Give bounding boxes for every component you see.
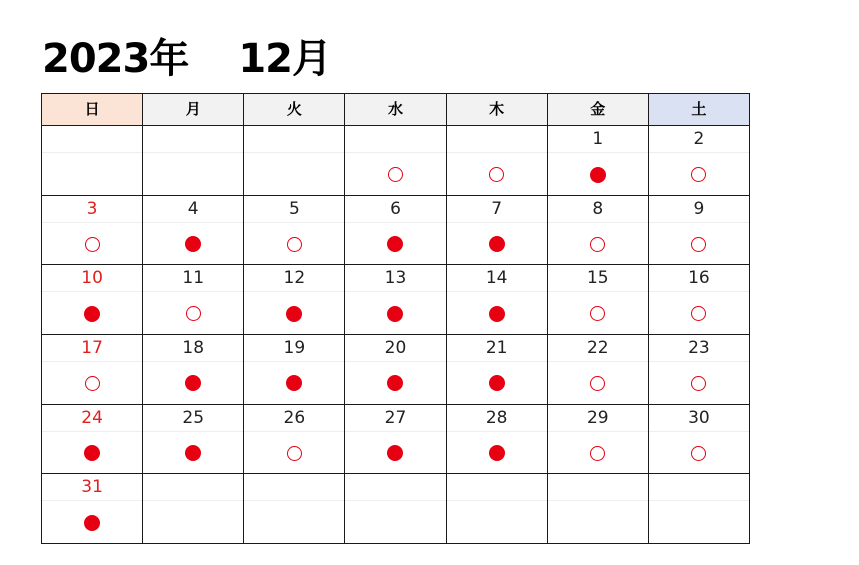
day-number (345, 126, 445, 153)
calendar-day-cell (446, 334, 547, 404)
page-title (42, 24, 331, 84)
calendar-day-cell (648, 126, 749, 196)
day-number (42, 126, 142, 153)
day-number (447, 474, 547, 501)
day-number: 7 (447, 196, 547, 223)
calendar-day-cell (648, 195, 749, 265)
calendar-day-cell (244, 334, 345, 404)
hollow-circle-icon (649, 370, 749, 394)
day-number: 20 (345, 335, 445, 362)
day-number (649, 474, 749, 501)
filled-circle-icon (447, 300, 547, 324)
hollow-circle-icon (42, 370, 142, 394)
calendar-week-row (42, 195, 750, 265)
day-number: 31 (42, 474, 142, 501)
day-number: 27 (345, 405, 445, 432)
day-number: 19 (244, 335, 344, 362)
day-number: 16 (649, 265, 749, 292)
filled-circle-icon (345, 231, 445, 255)
day-number: 1 (548, 126, 648, 153)
day-number: 9 (649, 196, 749, 223)
calendar-body (42, 126, 750, 544)
weekday-tuesday: 火 (244, 94, 345, 126)
filled-circle-icon (345, 370, 445, 394)
calendar-day-cell (244, 404, 345, 474)
day-number (143, 474, 243, 501)
weekday-friday: 金 (547, 94, 648, 126)
weekday-thursday: 木 (446, 94, 547, 126)
day-number: 14 (447, 265, 547, 292)
calendar-day-cell (446, 126, 547, 196)
filled-circle-icon (244, 300, 344, 324)
calendar-day-cell (143, 404, 244, 474)
filled-circle-icon (447, 440, 547, 464)
hollow-circle-icon (649, 231, 749, 255)
day-number (244, 474, 344, 501)
calendar-day-cell (648, 334, 749, 404)
calendar-week-row (42, 334, 750, 404)
calendar-year: 2023年 (42, 36, 189, 82)
calendar-grid (41, 93, 750, 544)
filled-circle-icon (42, 509, 142, 533)
calendar-day-cell (244, 195, 345, 265)
day-number (345, 474, 445, 501)
calendar-day-cell (547, 195, 648, 265)
calendar-day-cell (244, 474, 345, 544)
calendar-day-cell (42, 404, 143, 474)
calendar-month: 12月 (238, 36, 331, 82)
calendar-week-row (42, 404, 750, 474)
hollow-circle-icon (548, 231, 648, 255)
day-number: 13 (345, 265, 445, 292)
filled-circle-icon (447, 370, 547, 394)
calendar-day-cell (547, 474, 648, 544)
day-number (244, 126, 344, 153)
day-number: 23 (649, 335, 749, 362)
day-number: 8 (548, 196, 648, 223)
day-number (548, 474, 648, 501)
day-number: 30 (649, 405, 749, 432)
calendar-day-cell (143, 334, 244, 404)
day-number: 10 (42, 265, 142, 292)
calendar-day-cell (648, 265, 749, 335)
calendar-week-row (42, 474, 750, 544)
calendar-day-cell (42, 126, 143, 196)
hollow-circle-icon (649, 300, 749, 324)
calendar-day-cell (547, 126, 648, 196)
day-number (143, 126, 243, 153)
calendar-day-cell (547, 404, 648, 474)
calendar-day-cell (446, 404, 547, 474)
calendar-day-cell (648, 404, 749, 474)
calendar-day-cell (547, 265, 648, 335)
day-number: 6 (345, 196, 445, 223)
day-number: 18 (143, 335, 243, 362)
hollow-circle-icon (447, 161, 547, 185)
calendar-day-cell (143, 265, 244, 335)
filled-circle-icon (42, 300, 142, 324)
calendar-day-cell (143, 126, 244, 196)
calendar-day-cell (446, 195, 547, 265)
hollow-circle-icon (244, 231, 344, 255)
weekday-saturday: 土 (648, 94, 749, 126)
calendar-day-cell (143, 474, 244, 544)
day-number: 26 (244, 405, 344, 432)
filled-circle-icon (143, 231, 243, 255)
weekday-monday: 月 (143, 94, 244, 126)
calendar-day-cell (547, 334, 648, 404)
day-number: 12 (244, 265, 344, 292)
day-number (447, 126, 547, 153)
day-number: 25 (143, 405, 243, 432)
day-number: 15 (548, 265, 648, 292)
hollow-circle-icon (345, 161, 445, 185)
hollow-circle-icon (548, 370, 648, 394)
calendar-day-cell (446, 265, 547, 335)
hollow-circle-icon (143, 300, 243, 324)
hollow-circle-icon (244, 440, 344, 464)
day-number: 29 (548, 405, 648, 432)
filled-circle-icon (345, 440, 445, 464)
filled-circle-icon (42, 440, 142, 464)
hollow-circle-icon (649, 440, 749, 464)
filled-circle-icon (244, 370, 344, 394)
day-number: 21 (447, 335, 547, 362)
hollow-circle-icon (548, 440, 648, 464)
filled-circle-icon (447, 231, 547, 255)
calendar-day-cell (345, 126, 446, 196)
day-number: 4 (143, 196, 243, 223)
day-number: 22 (548, 335, 648, 362)
day-number: 11 (143, 265, 243, 292)
day-number: 5 (244, 196, 344, 223)
calendar-day-cell (345, 474, 446, 544)
day-number: 2 (649, 126, 749, 153)
calendar-day-cell (648, 474, 749, 544)
hollow-circle-icon (42, 231, 142, 255)
day-number: 17 (42, 335, 142, 362)
filled-circle-icon (548, 161, 648, 185)
calendar-week-row (42, 126, 750, 196)
filled-circle-icon (143, 440, 243, 464)
day-number: 24 (42, 405, 142, 432)
calendar-day-cell (42, 334, 143, 404)
calendar-day-cell (345, 265, 446, 335)
calendar-day-cell (143, 195, 244, 265)
calendar-day-cell (42, 195, 143, 265)
weekday-wednesday: 水 (345, 94, 446, 126)
filled-circle-icon (143, 370, 243, 394)
calendar-day-cell (244, 126, 345, 196)
calendar-day-cell (345, 404, 446, 474)
calendar-day-cell (446, 474, 547, 544)
hollow-circle-icon (548, 300, 648, 324)
weekday-sunday: 日 (42, 94, 143, 126)
calendar-day-cell (345, 195, 446, 265)
hollow-circle-icon (649, 161, 749, 185)
calendar-week-row (42, 265, 750, 335)
calendar-day-cell (42, 265, 143, 335)
day-number: 28 (447, 405, 547, 432)
calendar-day-cell (42, 474, 143, 544)
filled-circle-icon (345, 300, 445, 324)
calendar-day-cell (244, 265, 345, 335)
weekday-header-row (42, 94, 750, 126)
day-number: 3 (42, 196, 142, 223)
calendar-day-cell (345, 334, 446, 404)
